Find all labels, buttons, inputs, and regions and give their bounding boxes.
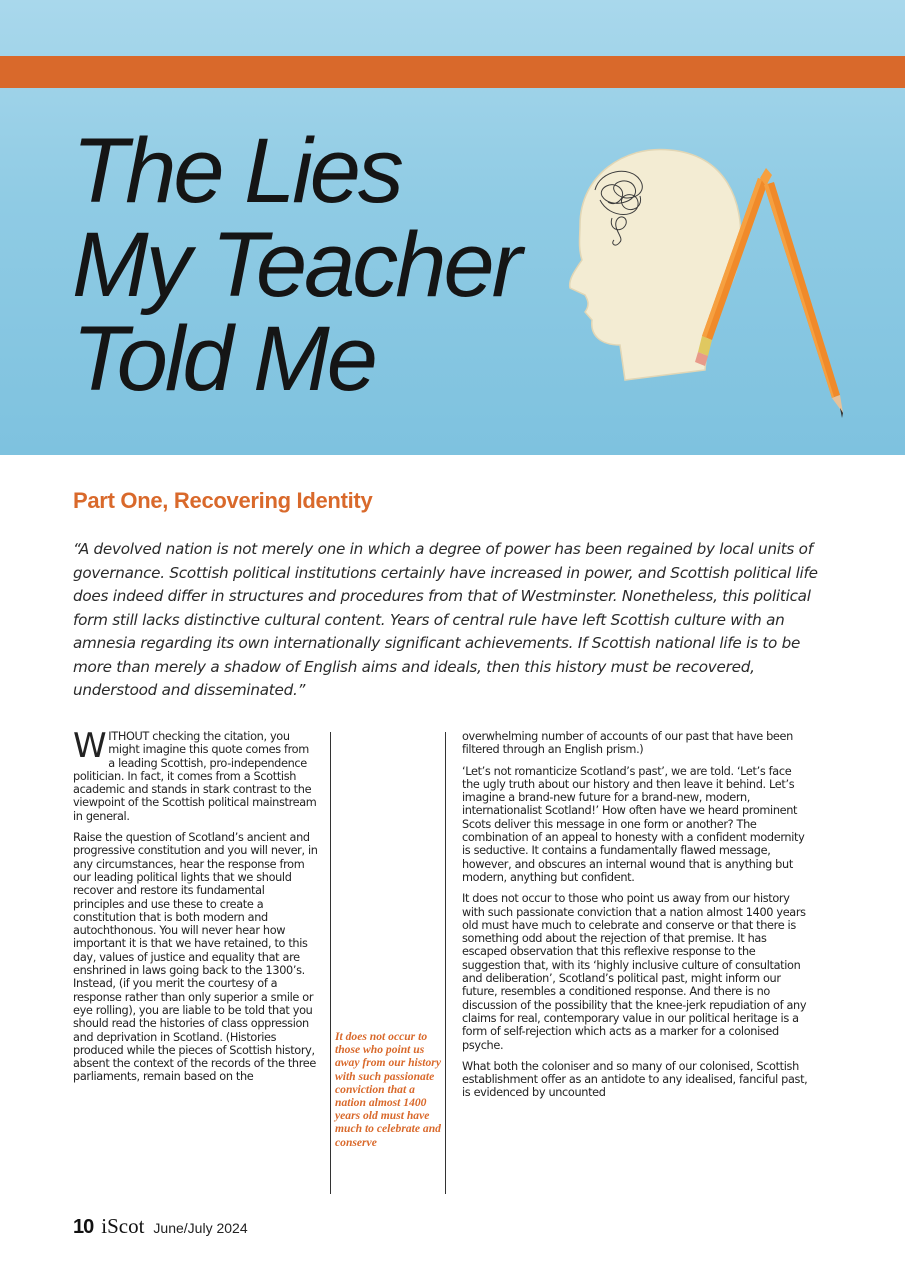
page-footer bbox=[73, 1214, 248, 1244]
paper-head-icon bbox=[570, 149, 741, 380]
paragraph: What both the coloniser and so many of our colonised, Scottish establishment offer as an antidote to any idealised, fanciful past, is evidenced by uncounted bbox=[462, 1059, 808, 1100]
hero-illustration bbox=[540, 130, 860, 430]
article-title bbox=[72, 120, 520, 410]
column-divider-left bbox=[330, 732, 331, 1194]
paragraph-text: ITHOUT checking the citation, you might imagine this quote comes from a leading Scottish, pro-independence politician. In fact, it comes from a Scottish academic and stands in stark contrast to the viewpoint of the Scottish political mainstream in general. bbox=[73, 730, 317, 823]
paragraph: Raise the question of Scotland’s ancient and progressive constitution and you will never, in any circumstances, hear the response from our leading political lights that we should recover and restore its fundamental principles and use these to create a constitution that is both modern and autochthonous. You will never hear how important it is that we have retained, to this day, values of justice and equality that are enshrined in laws going back to the 1300’s. Instead, (if you merit the courtesy of a response rather than only superior a smile or eye rolling), you are liable to be told that you should read the histories of class oppression and deprivation in Scotland. (Histories produced while the pieces of Scottish history, absent the context of the records of the three parliaments, remain based on the bbox=[73, 831, 318, 1084]
paragraph: It does not occur to those who point us away from our history with such passionate conviction that a nation almost 1400 years old must have much to celebrate and conserve or that there is something odd about the rejection of that premise. It has escaped observation that this reflexive response to the suggestion that, with its ‘highly inclusive culture of consultation and deliberation’, Scotland’s political past, might inform our future, resembles a conditioned response. And there is no discussion of the possibility that the knee-jerk repudiation of any claims for real, contemporary value in our political heritage is a form of self-rejection which acts as a marker for a colonised psyche. bbox=[462, 892, 807, 1052]
paragraph: overwhelming number of accounts of our past that have been filtered through an English prism.) bbox=[462, 730, 793, 757]
paragraph bbox=[73, 726, 318, 823]
title-line-3: Told Me bbox=[72, 308, 375, 410]
body-column-right bbox=[462, 730, 812, 1108]
title-line-2: My Teacher bbox=[72, 214, 520, 316]
article-subtitle: Part One, Recovering Identity bbox=[73, 488, 373, 513]
issue-date: June/July 2024 bbox=[153, 1220, 248, 1236]
body-column-left bbox=[73, 726, 318, 1092]
magazine-logo: iScot bbox=[101, 1214, 145, 1238]
title-line-1: The Lies bbox=[72, 120, 401, 222]
pull-quote: It does not occur to those who point us away from our history with such passionate conviction that a nation almost 1400 years old must have much to celebrate and conserve bbox=[335, 1030, 441, 1149]
drop-cap: W bbox=[73, 726, 107, 766]
orange-banner-stripe bbox=[0, 56, 905, 88]
paragraph: ‘Let’s not romanticize Scotland’s past’, we are told. ‘Let’s face the ugly truth about our history and then leave it behind. Let’s imagine a brand-new future for a brand-new, modern, internationalist Scotland!’ How often have we heard prominent Scots deliver this message in one form or another? The combination of an appeal to honesty with a confident modernity is seductive. It contains a fundamentally flawed message, however, and obscures an internal wound that is anything but modern, anything but confident. bbox=[462, 764, 805, 884]
epigraph-quote: “A devolved nation is not merely one in which a degree of power has been regained by local units of governance. Scottish political institutions certainly have increased in power, and Scottish political life does indeed differ in structures and procedures from that of Westminster. Nonetheless, this political form still lacks distinctive cultural content. Years of central rule have left Scottish culture with an amnesia regarding its own internationally significant achievements. If Scottish national life is to be more than merely a shadow of English aims and ideals, then this history must be recovered, understood and disseminated.” bbox=[73, 540, 818, 699]
hero-banner bbox=[0, 0, 905, 455]
page-number: 10 bbox=[73, 1216, 94, 1238]
column-divider-right bbox=[445, 732, 446, 1194]
